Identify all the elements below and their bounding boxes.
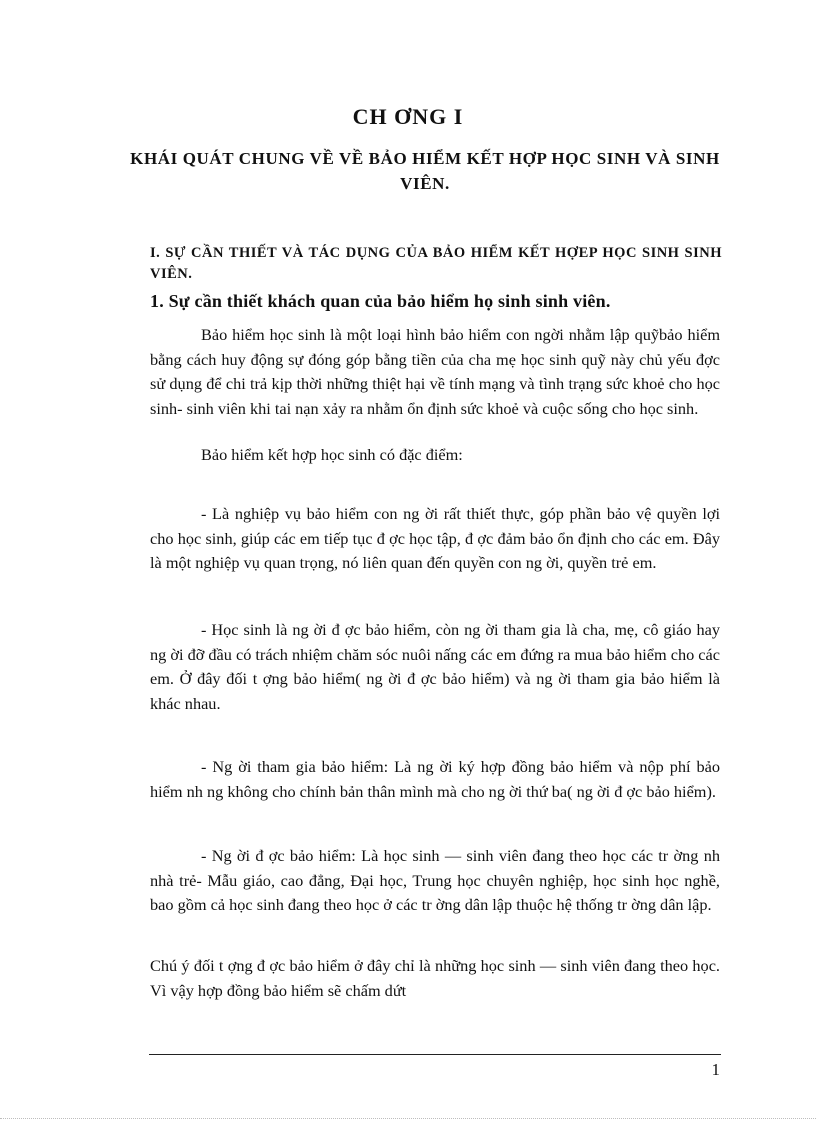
bullet-paragraph: - Là nghiệp vụ bảo hiểm con ng ời rất thiết thực, góp phần bảo vệ quyền lợi cho học sinh, giúp các em tiếp tục đ ợc học tập, đ ợc đảm bảo ổn định cho các em. Đây là một nghiệp vụ quan trọng, nó liên quan đến quyền con ng ời, quyền trẻ em. bbox=[150, 504, 720, 572]
bullet-paragraph: - Học sinh là ng ời đ ợc bảo hiểm, còn ng ời tham gia là cha, mẹ, cô giáo hay ng ời đỡ đầu có trách nhiệm chăm sóc nuôi nấng các em đứng ra mua bảo hiểm cho các em. Ở đây đối t ợng bảo hiểm( ng ời đ ợc bảo hiểm) và ng ời tham gia bảo hiểm là khác nhau. bbox=[150, 620, 720, 713]
note-paragraph: Chú ý đối t ợng đ ợc bảo hiểm ở đây chỉ là những học sinh — sinh viên đang theo học. Vì vậy hợp đồng bảo hiểm sẽ chấm dứt bbox=[150, 956, 720, 1000]
section-heading: I. SỰ CẦN THIẾT VÀ TÁC DỤNG CỦA BẢO HIỂM KẾT HỢEP HỌC SINH SINH VIÊN. bbox=[150, 245, 722, 282]
body-paragraph: Bảo hiểm kết hợp học sinh có đặc điểm: bbox=[201, 445, 463, 464]
page-number: 1 bbox=[711, 1060, 720, 1079]
bullet-paragraph: - Ng ời đ ợc bảo hiểm: Là học sinh — sinh viên đang theo học các tr ờng nh nhà trẻ- Mẫu giáo, cao đẳng, Đại học, Trung học chuyên nghiệp, học sinh học nghề, bao gồm cả học sinh đang theo học ở các tr ờng dân lập thuộc hệ thống tr ờng dân lập. bbox=[150, 846, 720, 914]
bullet-paragraph: - Ng ời tham gia bảo hiểm: Là ng ời ký hợp đồng bảo hiểm và nộp phí bảo hiểm nh ng không cho chính bản thân mình mà cho ng ời thứ ba( ng ời đ ợc bảo hiểm). bbox=[150, 757, 720, 801]
footer-divider bbox=[149, 1054, 721, 1055]
page-bottom-edge bbox=[0, 1118, 816, 1119]
chapter-title: CH ƠNG I bbox=[352, 104, 464, 129]
chapter-subtitle: KHÁI QUÁT CHUNG VỀ VỀ BẢO HIỂM KẾT HỢP HỌC SINH VÀ SINH VIÊN. bbox=[130, 149, 720, 193]
subsection-heading: 1. Sự cần thiết khách quan của bảo hiểm họ sinh sinh viên. bbox=[150, 291, 611, 311]
body-paragraph: Bảo hiểm học sinh là một loại hình bảo hiểm con ngời nhằm lập quỹbảo hiểm bằng cách huy động sự đóng góp bằng tiền của cha mẹ học sinh quỹ này chủ yếu đợc sử dụng để chi trả kịp thời những thiệt hại về tính mạng và tình trạng sức khoẻ cho học sinh- sinh viên khi tai nạn xảy ra nhằm ổn định sức khoẻ và cuộc sống cho học sinh. bbox=[150, 325, 720, 418]
